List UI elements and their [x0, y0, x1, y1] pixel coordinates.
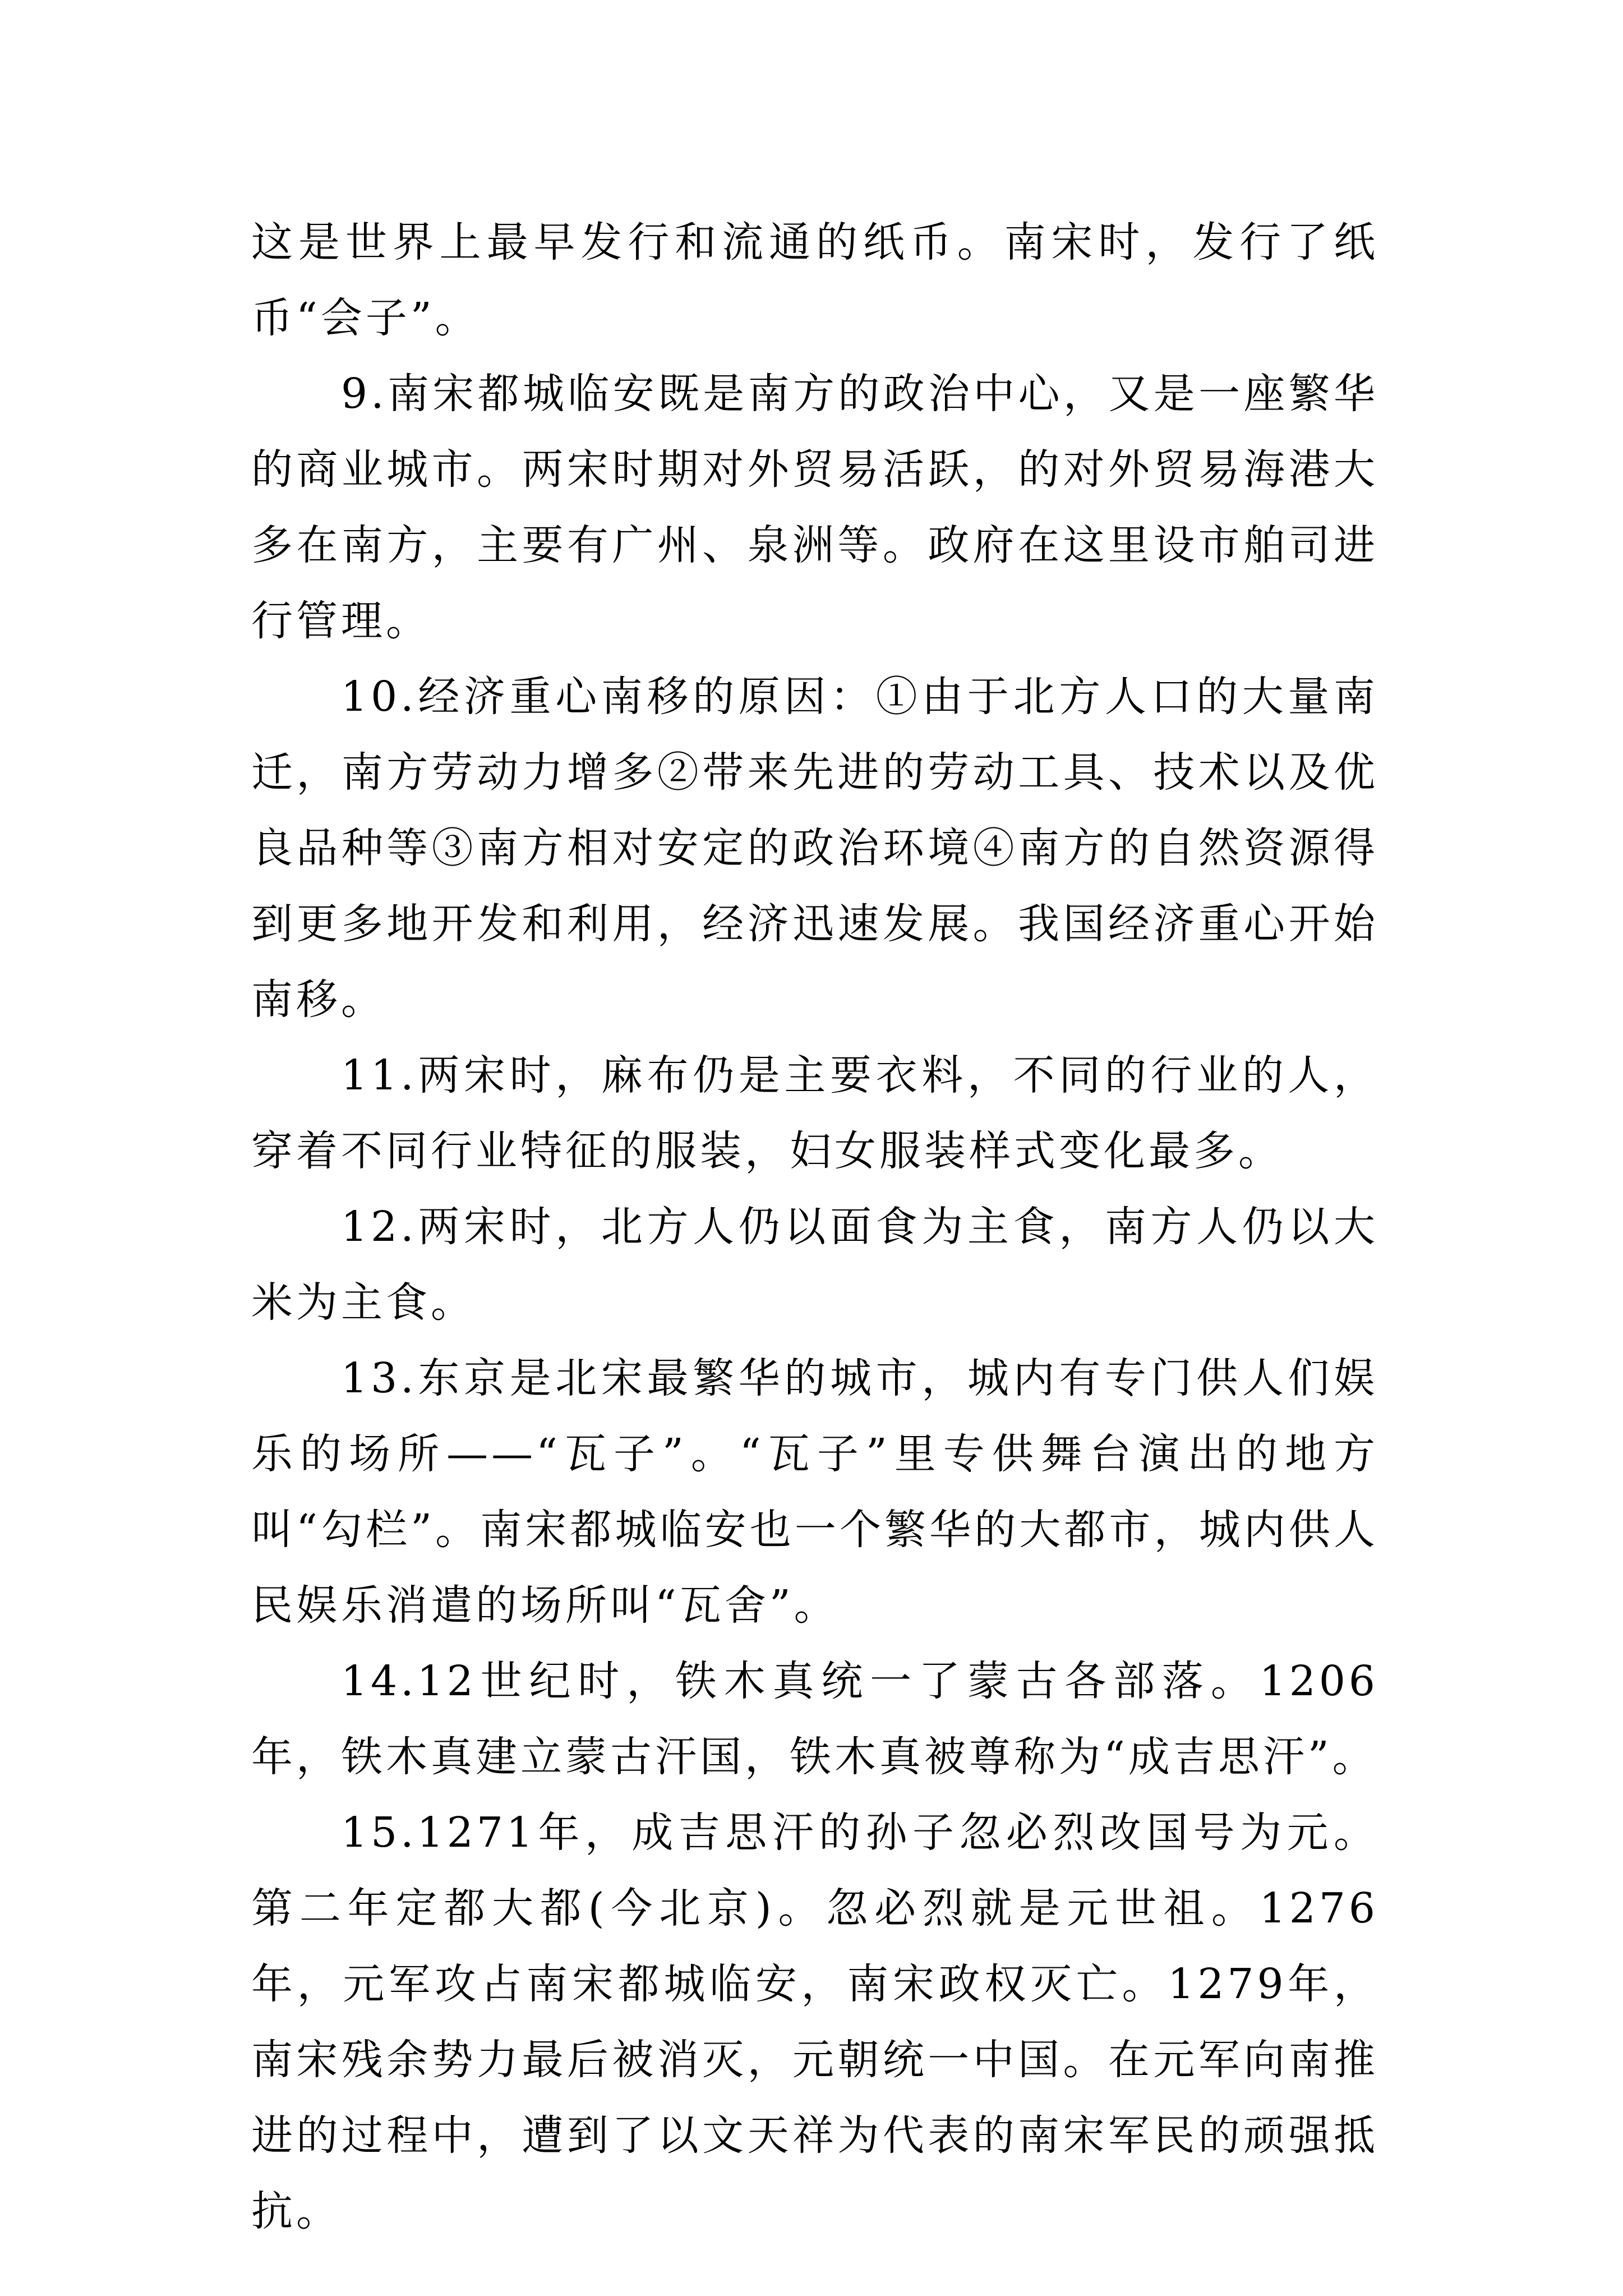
paragraph: 11.两宋时，麻布仍是主要衣料，不同的行业的人，穿着不同行业特征的服装，妇女服装样式变化最多。 [251, 1051, 1378, 1175]
document-body [251, 205, 1378, 2249]
paragraph: 12.两宋时，北方人仍以面食为主食，南方人仍以大米为主食。 [251, 1203, 1378, 1327]
paragraph: 15.1271年，成吉思汗的孙子忽必烈改国号为元。第二年定都大都(今北京)。忽必烈就是元世祖。1276年，元军攻占南宋都城临安，南宋政权灭亡。1279年，南宋残余势力最后被消灭，元朝统一中国。在元军向南推进的过程中，遭到了以文天祥为代表的南宋军民的顽强抵抗。 [251, 1809, 1378, 2235]
paragraph: 14.12世纪时，铁木真统一了蒙古各部落。1206年，铁木真建立蒙古汗国，铁木真被尊称为“成吉思汗”。 [251, 1657, 1378, 1781]
paragraph: 9.南宋都城临安既是南方的政治中心，又是一座繁华的商业城市。两宋时期对外贸易活跃，的对外贸易海港大多在南方，主要有广州、泉洲等。政府在这里设市舶司进行管理。 [251, 370, 1378, 645]
paragraph: 10.经济重心南移的原因：①由于北方人口的大量南迁，南方劳动力增多②带来先进的劳动工具、技术以及优良品种等③南方相对安定的政治环境④南方的自然资源得到更多地开发和利用，经济迅速发展。我国经济重心开始南移。 [251, 673, 1378, 1024]
paragraph: 这是世界上最早发行和流通的纸币。南宋时，发行了纸币“会子”。 [251, 218, 1378, 342]
paragraph: 13.东京是北宋最繁华的城市，城内有专门供人们娱乐的场所——“瓦子”。“瓦子”里专供舞台演出的地方叫“勾栏”。南宋都城临安也一个繁华的大都市，城内供人民娱乐消遣的场所叫“瓦舍”。 [251, 1354, 1378, 1630]
